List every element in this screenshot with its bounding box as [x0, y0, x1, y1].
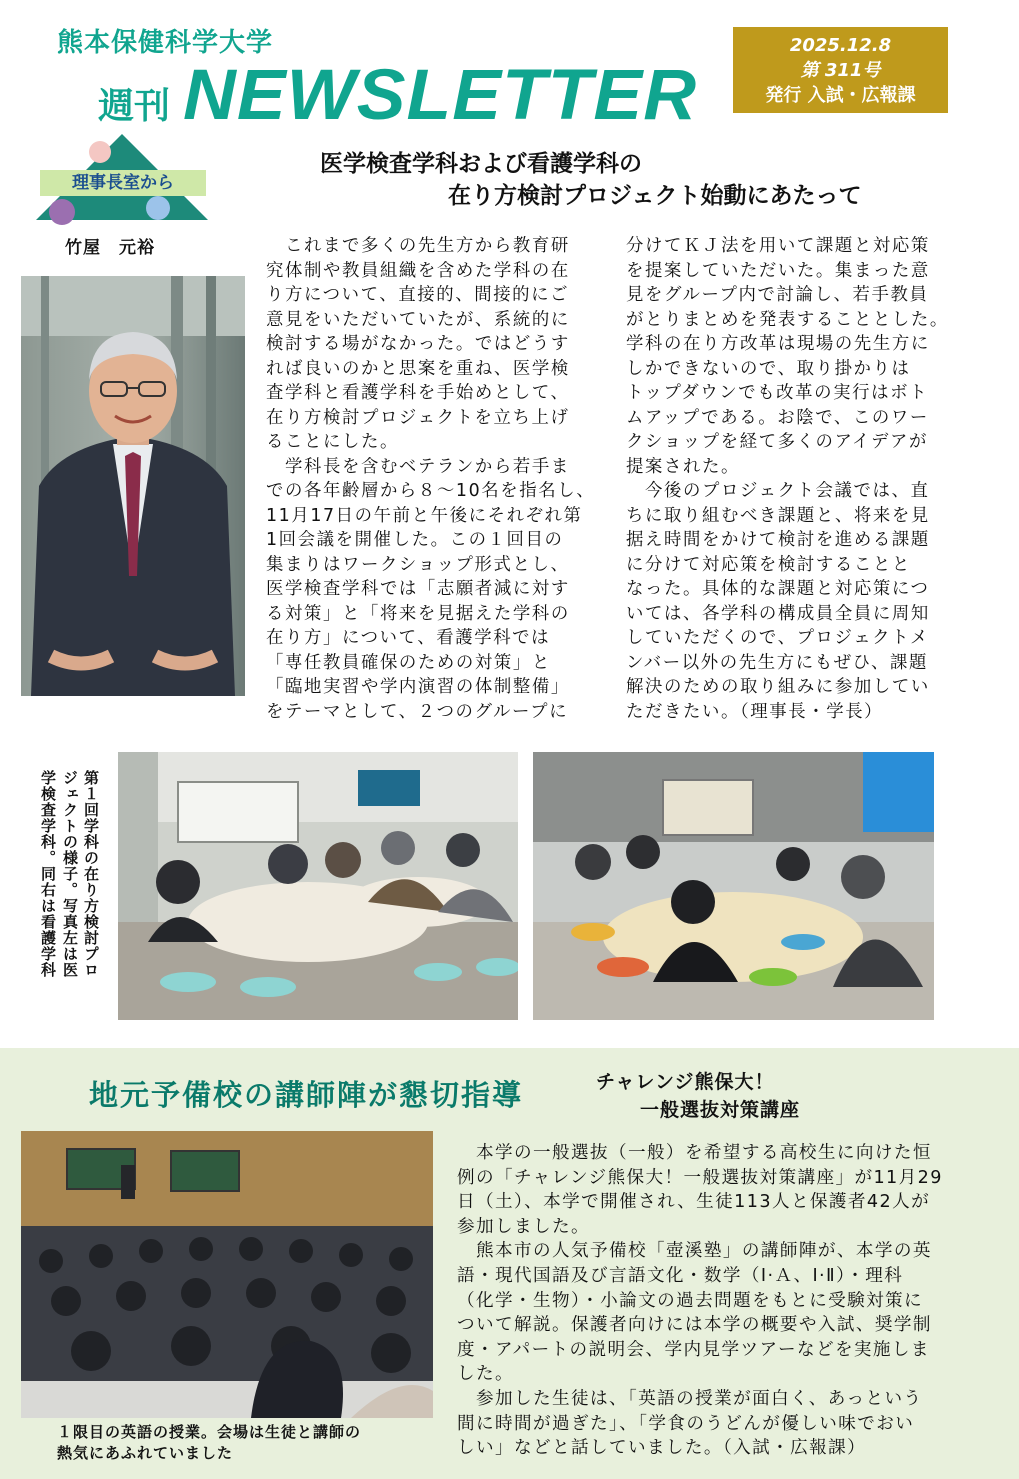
body-line: した。: [457, 1364, 514, 1385]
body-line: をテーマとして、２つのグループに: [266, 701, 569, 722]
body-line: 間に時間が過ぎた」、「学食のうどんが優しい味でおい: [457, 1413, 915, 1434]
body-line: 在り方検討プロジェクトを立ち上げ: [266, 407, 570, 428]
body-line: 在り方」について、看護学科では: [266, 628, 551, 648]
body-line: 意見をいただいていたが、系統的に: [266, 309, 570, 330]
body-line: 集まりはワークショップ形式とし、: [266, 554, 570, 575]
column-badge-label: 理事長室から: [40, 170, 206, 196]
body-line: （化学・生物）・小論文の過去問題をもとに受験対策に: [457, 1290, 924, 1311]
lecture-caption-line-1: １限目の英語の授業。会場は生徒と講師の: [57, 1423, 362, 1441]
lecture-photo-caption: [57, 1422, 361, 1464]
article-title-line-1: 医学検査学科および看護学科の: [320, 151, 642, 177]
article2-subtitle-line-2: 一般選抜対策講座: [640, 1099, 801, 1121]
issue-info-box: [733, 27, 948, 113]
photo-caption-vertical-col-2: ジェクトの様子。写真左は医: [61, 770, 79, 978]
issue-number: 第 311号: [800, 60, 881, 81]
article2-body: [457, 1141, 987, 1461]
body-line: 今後のプロジェクト会議では、直: [626, 481, 930, 501]
body-line: トップダウンでも改革の実行はボト: [626, 383, 929, 403]
body-line: 究体制や教員組織を含めた学科の在: [266, 260, 570, 281]
body-line: これまで多くの先生方から教育研: [266, 236, 570, 256]
body-line: 語・現代国語及び言語文化・数学（Ⅰ·Ａ、Ⅰ·Ⅱ）・理科: [457, 1265, 904, 1286]
lecture-photo: [21, 1131, 433, 1418]
body-line: 提案された。: [626, 456, 740, 477]
issue-date: 2025.12.8: [789, 35, 892, 56]
body-line: 参加した生徒は、「英語の授業が面白く、あっという: [457, 1388, 923, 1409]
body-line: しい」などと話していました。（入試・広報課）: [457, 1438, 867, 1459]
publisher: 発行 入試・広報課: [765, 85, 916, 106]
body-line: 見をグループ内で討論し、若手教員: [626, 285, 929, 305]
body-line: 本学の一般選抜（一般）を希望する高校生に向けた恒: [457, 1143, 932, 1163]
body-line: 度・アパートの説明会、学内見学ツアーなどを実施しま: [457, 1339, 930, 1360]
weekly-label: 週刊: [98, 86, 171, 127]
body-line: ちに取り組むべき課題と、将来を見: [626, 505, 930, 526]
body-line: 「臨地実習や学内演習の体制整備」: [266, 677, 570, 697]
body-line: 熊本市の人気予備校「壺溪塾」の講師陣が、本学の英: [457, 1241, 932, 1262]
article-title: [320, 148, 862, 212]
body-line: いては、各学科の構成員全員に周知: [626, 603, 930, 624]
body-line: 査学科と看護学科を手始めとして、: [266, 383, 570, 403]
body-line: なった。具体的な課題と対応策につ: [626, 579, 930, 599]
column-badge: [30, 130, 215, 225]
body-line: ンバー以外の先生方にもぜひ、課題: [626, 652, 928, 673]
body-line: に分けて対応策を検討することと: [626, 554, 911, 575]
workshop-photo-nursing: [533, 752, 934, 1020]
body-line: 学科長を含むベテランから若手ま: [266, 456, 570, 477]
author-name: 竹屋 元裕: [65, 238, 155, 258]
article-title-line-2: 在り方検討プロジェクト始動にあたって: [448, 183, 862, 209]
body-line: ることにした。: [266, 432, 399, 452]
body-line: しかできないので、取り掛かりは: [626, 358, 911, 379]
newsletter-title: NEWSLETTER: [183, 56, 698, 135]
body-line: していただくので、プロジェクトメ: [626, 628, 929, 648]
body-line: 参加しました。: [457, 1216, 590, 1237]
body-line: ただきたい。（理事長・学長）: [626, 701, 884, 722]
lecture-caption-line-2: 熱気にあふれていました: [57, 1444, 234, 1462]
body-line: 検討する場がなかった。ではどうす: [266, 334, 570, 354]
article-body-column-1: [266, 234, 611, 724]
body-line: 学科の在り方改革は現場の先生方に: [626, 334, 930, 354]
portrait-photo: [21, 276, 245, 696]
photo-caption-vertical-col-3: 学検査学科。同右は看護学科: [39, 770, 57, 978]
body-line: る対策」と「将来を見据えた学科の: [266, 603, 570, 624]
body-line: 分けてＫＪ法を用いて課題と対応策: [626, 236, 930, 256]
body-line: ついて解説。保護者向けには本学の概要や入試、奨学制: [457, 1315, 932, 1336]
body-line: 日（土）、本学で開催され、生徒113人と保護者42人が: [457, 1192, 931, 1213]
workshop-photo-medical-technology: [118, 752, 518, 1020]
body-line: を提案していただいた。集まった意: [626, 260, 930, 281]
body-line: れば良いのかと思案を重ね、医学検: [266, 358, 570, 379]
body-line: での各年齢層から８～10名を指名し、: [266, 481, 596, 501]
body-line: 11月17日の午前と午後にそれぞれ第: [266, 505, 583, 526]
body-line: クショップを経て多くのアイデアが: [626, 432, 928, 452]
body-line: 医学検査学科では「志願者減に対す: [266, 579, 570, 599]
body-line: 例の「チャレンジ熊保大！一般選抜対策講座」が11月29: [457, 1167, 943, 1188]
body-line: 「専任教員確保のための対策」と: [266, 652, 551, 673]
article2-title: 地元予備校の講師陣が懇切指導: [89, 1078, 524, 1112]
body-line: がとりまとめを発表することとした。: [626, 309, 949, 330]
body-line: 1回会議を開催した。この１回目の: [266, 530, 564, 550]
body-line: ムアップである。お陰で、このワー: [626, 407, 929, 428]
university-name: 熊本保健科学大学: [57, 28, 274, 58]
photo-caption-vertical-col-1: 第１回学科の在り方検討プロ: [82, 770, 100, 978]
body-line: 解決のための取り組みに参加してい: [626, 677, 930, 697]
body-line: り方について、直接的、間接的にご: [266, 285, 570, 305]
article-body-column-2: [626, 234, 971, 724]
body-line: 据え時間をかけて検討を進める課題: [626, 530, 930, 550]
article2-subtitle-line-1: チャレンジ熊保大！: [596, 1071, 775, 1093]
